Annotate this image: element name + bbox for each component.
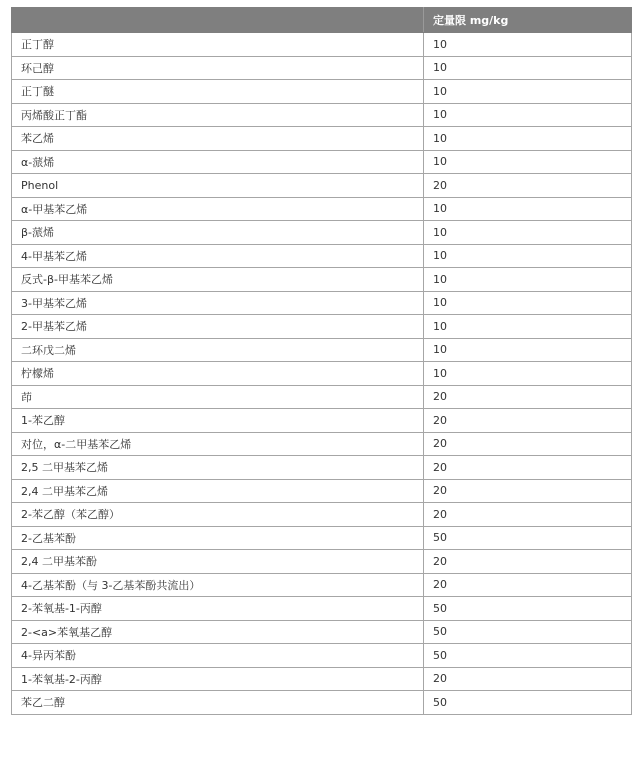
table-row: [12, 221, 632, 245]
compound-name-cell: 1-苯乙醇: [12, 409, 424, 433]
quantitation-limit-cell: 10: [424, 362, 632, 386]
compound-name-cell: 二环戊二烯: [12, 338, 424, 362]
table-row: [12, 385, 632, 409]
compound-name-cell: 环己醇: [12, 56, 424, 80]
compound-name-cell: 2,4 二甲基苯酚: [12, 550, 424, 574]
quantitation-limit-cell: 10: [424, 315, 632, 339]
table-row: [12, 291, 632, 315]
quantitation-limit-cell: 50: [424, 597, 632, 621]
compound-name-cell: 3-甲基苯乙烯: [12, 291, 424, 315]
table-row: [12, 103, 632, 127]
compound-name-cell: 2,4 二甲基苯乙烯: [12, 479, 424, 503]
compound-name-cell: 2-苯乙醇（苯乙醇）: [12, 503, 424, 527]
compound-name-cell: 茚: [12, 385, 424, 409]
quantitation-limit-cell: 10: [424, 244, 632, 268]
quantitation-limit-cell: 20: [424, 573, 632, 597]
quantitation-limit-cell: 10: [424, 268, 632, 292]
quantitation-limit-cell: 20: [424, 479, 632, 503]
compound-name-cell: 反式-β-甲基苯乙烯: [12, 268, 424, 292]
quantitation-limit-cell: 50: [424, 691, 632, 715]
table-row: [12, 197, 632, 221]
quantitation-limit-cell: 20: [424, 409, 632, 433]
compound-name-cell: 2-苯氧基-1-丙醇: [12, 597, 424, 621]
header-limit: 定量限 mg/kg: [424, 8, 632, 33]
table-row: [12, 691, 632, 715]
quantitation-limit-cell: 20: [424, 503, 632, 527]
compound-name-cell: 1-苯氧基-2-丙醇: [12, 667, 424, 691]
table-row: [12, 644, 632, 668]
compound-name-cell: Phenol: [12, 174, 424, 198]
table-row: [12, 667, 632, 691]
table-row: [12, 620, 632, 644]
compound-name-cell: 对位，α-二甲基苯乙烯: [12, 432, 424, 456]
quantitation-limit-cell: 10: [424, 291, 632, 315]
table-row: [12, 150, 632, 174]
table-row: [12, 174, 632, 198]
compound-name-cell: 4-异丙苯酚: [12, 644, 424, 668]
compound-name-cell: α-蒎烯: [12, 150, 424, 174]
compound-name-cell: α-甲基苯乙烯: [12, 197, 424, 221]
table-row: [12, 244, 632, 268]
compound-name-cell: 丙烯酸正丁酯: [12, 103, 424, 127]
table-row: [12, 597, 632, 621]
quantitation-limit-table: [11, 7, 632, 715]
quantitation-limit-cell: 50: [424, 644, 632, 668]
table-row: [12, 503, 632, 527]
quantitation-limit-cell: 10: [424, 33, 632, 57]
quantitation-limit-cell: 10: [424, 197, 632, 221]
table-row: [12, 550, 632, 574]
table-row: [12, 80, 632, 104]
quantitation-limit-cell: 50: [424, 526, 632, 550]
table-row: [12, 526, 632, 550]
compound-name-cell: 正丁醇: [12, 33, 424, 57]
header-compound: [12, 8, 424, 33]
quantitation-limit-cell: 20: [424, 432, 632, 456]
compound-name-cell: 柠檬烯: [12, 362, 424, 386]
quantitation-limit-cell: 10: [424, 150, 632, 174]
table-row: [12, 362, 632, 386]
quantitation-limit-cell: 10: [424, 338, 632, 362]
table-row: [12, 56, 632, 80]
quantitation-limit-cell: 50: [424, 620, 632, 644]
compound-name-cell: 4-甲基苯乙烯: [12, 244, 424, 268]
table-row: [12, 409, 632, 433]
table-row: [12, 432, 632, 456]
compound-name-cell: 苯乙烯: [12, 127, 424, 151]
table-row: [12, 479, 632, 503]
table-row: [12, 33, 632, 57]
quantitation-limit-cell: 10: [424, 103, 632, 127]
compound-name-cell: 苯乙二醇: [12, 691, 424, 715]
quantitation-limit-cell: 20: [424, 174, 632, 198]
table-row: [12, 127, 632, 151]
table-row: [12, 338, 632, 362]
quantitation-limit-cell: 10: [424, 80, 632, 104]
compound-name-cell: 2-<a>苯氧基乙醇: [12, 620, 424, 644]
quantitation-limit-cell: 10: [424, 56, 632, 80]
compound-name-cell: 正丁醚: [12, 80, 424, 104]
quantitation-limit-cell: 10: [424, 127, 632, 151]
table-row: [12, 456, 632, 480]
quantitation-limit-cell: 20: [424, 385, 632, 409]
table-row: [12, 573, 632, 597]
quantitation-limit-cell: 20: [424, 456, 632, 480]
table-row: [12, 268, 632, 292]
table-row: [12, 315, 632, 339]
compound-name-cell: 2-乙基苯酚: [12, 526, 424, 550]
quantitation-limit-cell: 20: [424, 667, 632, 691]
compound-name-cell: 2-甲基苯乙烯: [12, 315, 424, 339]
compound-name-cell: β-蒎烯: [12, 221, 424, 245]
compound-name-cell: 2,5 二甲基苯乙烯: [12, 456, 424, 480]
quantitation-limit-cell: 20: [424, 550, 632, 574]
compound-name-cell: 4-乙基苯酚（与 3-乙基苯酚共流出）: [12, 573, 424, 597]
quantitation-limit-cell: 10: [424, 221, 632, 245]
table-header-row: [12, 8, 632, 33]
table-body: [12, 33, 632, 715]
